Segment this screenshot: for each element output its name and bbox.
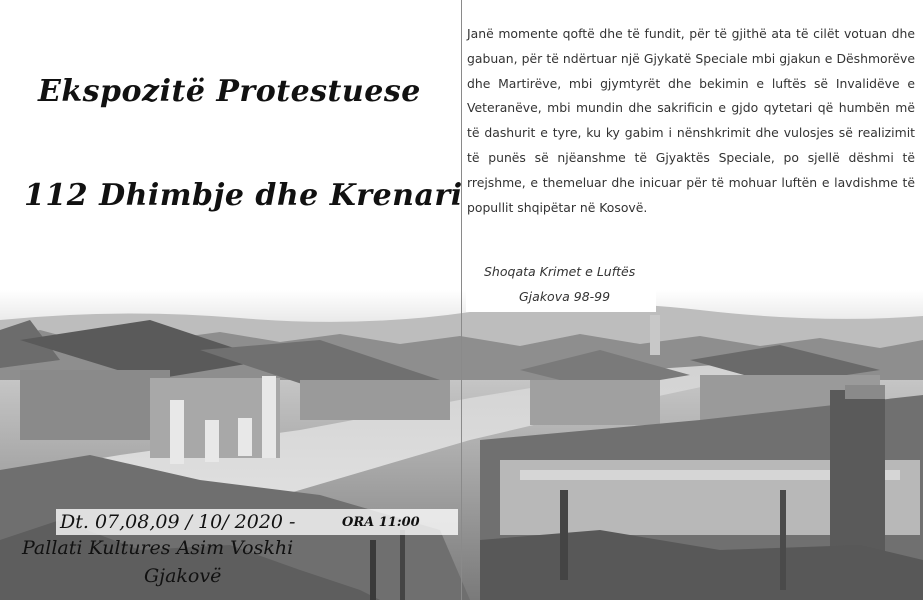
event-city: Gjakovë [144,565,222,587]
fold-divider [461,0,462,600]
exhibition-subtitle: 112 Dhimbje dhe Krenari [24,178,463,213]
signature-organization: Shoqata Krimet e Luftës [484,264,636,279]
event-venue: Pallati Kultures Asim Voskhi [22,537,294,559]
event-dates: Dt. 07,08,09 / 10/ 2020 - [60,511,296,533]
statement-text: Janë momente qoftë dhe të fundit, për të gjithë ata të cilët votuan dhe gabuan, për të ndërtuar një Gjykatë Speciale mbi gjakun e Dëshmorëve dhe Martirëve, mbi gjymtyrët dhe bekimin e luftës së Invalidëve e Veteranëve, mbi mundin dhe sakrificin e gjdo qytetari që humbën më të dashurit e tyre, ku ky gabim i nënshkrimit dhe vulosjes së realizimit të punës së njëanshme të Gjyaktës Speciale, po sjellë dëshmi të rrejshme, e themeluar dhe inicuar për të mohuar luftën e lavdishme të popullit shqipëtar në Kosovë. [467,26,915,215]
exhibition-title: Ekspozitë Protestuese [38,74,421,109]
event-time: ORA 11:00 [342,515,420,530]
signature-location: Gjakova 98-99 [519,289,611,304]
